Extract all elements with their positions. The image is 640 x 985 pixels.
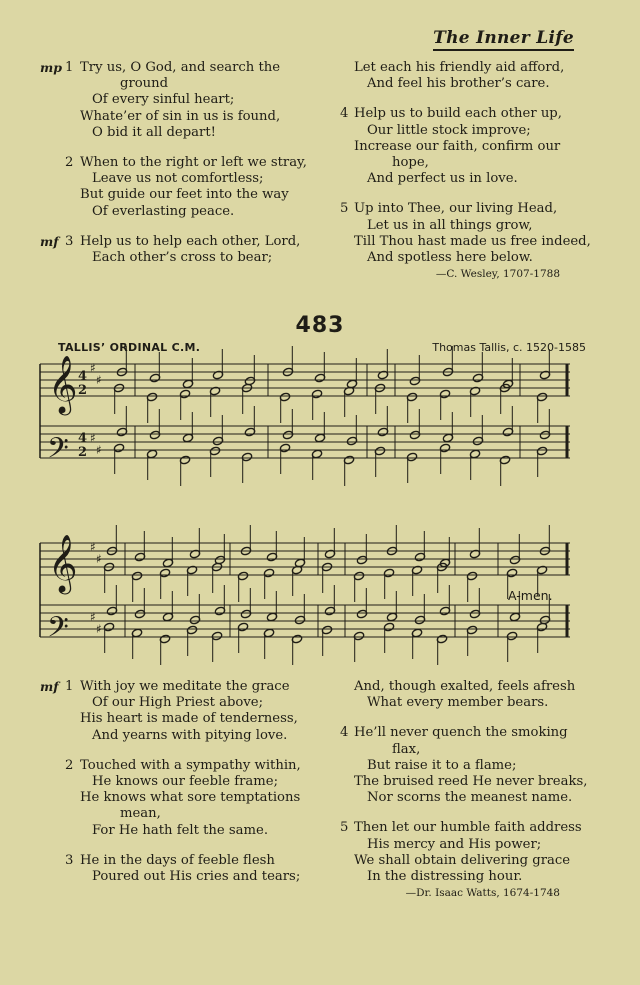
amen-lyric: A-men. — [508, 588, 553, 603]
verse-line: The bruised reed He never breaks, — [354, 774, 588, 790]
verse-line: Our little stock improve; — [367, 122, 531, 138]
clefs — [47, 355, 78, 651]
verse-line: When to the right or left we stray, — [80, 155, 307, 171]
verse-line: Of every sinful heart; — [92, 92, 235, 108]
bottom-right-column — [340, 679, 588, 901]
sharp-icon: ♯ — [90, 610, 96, 624]
staff-lines — [40, 364, 570, 637]
verse-line: He’ll never quench the smoking — [354, 725, 568, 741]
verse-line: And, though exalted, feels afresh — [354, 679, 576, 694]
verse-number: 5 — [340, 201, 349, 217]
bottom-left-column — [40, 679, 302, 898]
verse-line: mean, — [120, 806, 161, 822]
verse-line: His heart is made of tenderness, — [80, 711, 298, 727]
stanza — [340, 679, 580, 711]
sharp-icon: ♯ — [96, 373, 102, 387]
verse-number: 3 — [65, 233, 74, 249]
verse-line: Nor scorns the meanest name. — [367, 790, 573, 806]
time-signature: 4 — [78, 431, 88, 446]
verse-line: Touched with a sympathy within, — [80, 757, 301, 773]
author-attribution: —C. Wesley, 1707-1788 — [435, 268, 560, 281]
verse-line: For He hath felt the same. — [92, 822, 269, 838]
verse-number: 1 — [65, 679, 74, 694]
sharp-icon: ♯ — [96, 622, 102, 636]
stanza — [40, 758, 302, 839]
composer-credit: Thomas Tallis, c. 1520-1585 — [432, 341, 586, 354]
sharp-icon: ♯ — [90, 431, 96, 445]
verse-line: Then let our humble faith address — [354, 820, 582, 836]
verse-line: And feel his brother’s care. — [367, 76, 550, 92]
notes — [78, 346, 551, 665]
verse-line: Each other’s cross to bear; — [92, 250, 273, 266]
sharp-icon: ♯ — [96, 443, 102, 457]
verse-line: Of everlasting peace. — [92, 203, 235, 219]
verse-line: Up into Thee, our living Head, — [354, 201, 558, 217]
verse-number: 2 — [65, 757, 74, 773]
verse-line: Whate’er of sin in us is found, — [80, 108, 281, 124]
treble-clef-icon: 𝄞 — [48, 534, 78, 592]
verse-line: Of our High Priest above; — [92, 695, 264, 711]
verse-line: But raise it to a flame; — [367, 757, 517, 773]
time-signature: 2 — [78, 383, 88, 398]
verse-line: And spotless here below. — [367, 250, 533, 266]
verse-number: 2 — [65, 155, 74, 171]
verse-line: Increase our faith, confirm our — [354, 138, 561, 154]
verse-line: Help us to help each other, Lord, — [80, 233, 301, 249]
verse-number: 1 — [65, 60, 74, 75]
verse-number: 5 — [340, 820, 349, 836]
treble-clef-icon: 𝄞 — [48, 355, 78, 413]
verse-line: O bid it all depart! — [92, 124, 216, 140]
stanza — [40, 679, 302, 744]
verse-line: And perfect us in love. — [367, 171, 518, 187]
verse-line: Try us, O God, and search the — [80, 60, 281, 75]
sharp-icon: ♯ — [96, 552, 102, 566]
verse-line: Poured out His cries and tears; — [92, 869, 301, 885]
dynamic-marking: mf — [40, 233, 59, 249]
tune-name: TALLIS’ ORDINAL C.M. — [58, 341, 201, 354]
dynamic-marking: mf — [40, 679, 59, 694]
verse-line: Let each his friendly aid afford, — [354, 60, 565, 75]
verse-line: But guide our feet into the way — [80, 187, 289, 203]
bass-clef-icon: 𝄢 — [47, 432, 69, 472]
verse-line: In the distressing hour. — [367, 869, 523, 885]
verse-line: Till Thou hast made us free indeed, — [354, 233, 591, 249]
verse-line: hope, — [392, 155, 429, 171]
bass-clef-icon: 𝄢 — [47, 611, 69, 651]
verse-line: flax, — [392, 741, 421, 757]
dynamic-marking: mp — [40, 60, 62, 75]
verse-line: ground — [120, 76, 169, 92]
verse-number: 3 — [65, 852, 74, 868]
stanza — [340, 820, 580, 885]
hymn-number: 483 — [295, 313, 345, 338]
sharp-icon: ♯ — [90, 361, 96, 375]
time-signature: 2 — [78, 445, 88, 460]
verse-line: He knows what sore temptations — [80, 790, 301, 806]
verse-line: Help us to build each other up, — [354, 106, 562, 122]
time-signature: 4 — [78, 369, 88, 384]
verse-line: His mercy and His power; — [367, 836, 542, 852]
verse-line: He in the days of feeble flesh — [80, 852, 275, 868]
stanza — [340, 725, 588, 806]
verse-number: 4 — [340, 106, 349, 122]
verse-line: Leave us not comfortless; — [92, 171, 264, 187]
verse-line: Let us in all things grow, — [367, 217, 533, 233]
stanza — [40, 853, 302, 885]
verse-number: 4 — [340, 725, 349, 741]
author-attribution: —Dr. Isaac Watts, 1674-1748 — [405, 887, 560, 900]
verse-line: He knows our feeble frame; — [92, 774, 279, 790]
verse-line: We shall obtain delivering grace — [354, 852, 571, 868]
verse-line: And yearns with pitying love. — [92, 727, 288, 743]
sharp-icon: ♯ — [90, 540, 96, 554]
section-header: The Inner Life — [433, 28, 574, 51]
verse-line: What every member bears. — [367, 695, 549, 711]
verse-line: With joy we meditate the grace — [80, 679, 290, 694]
